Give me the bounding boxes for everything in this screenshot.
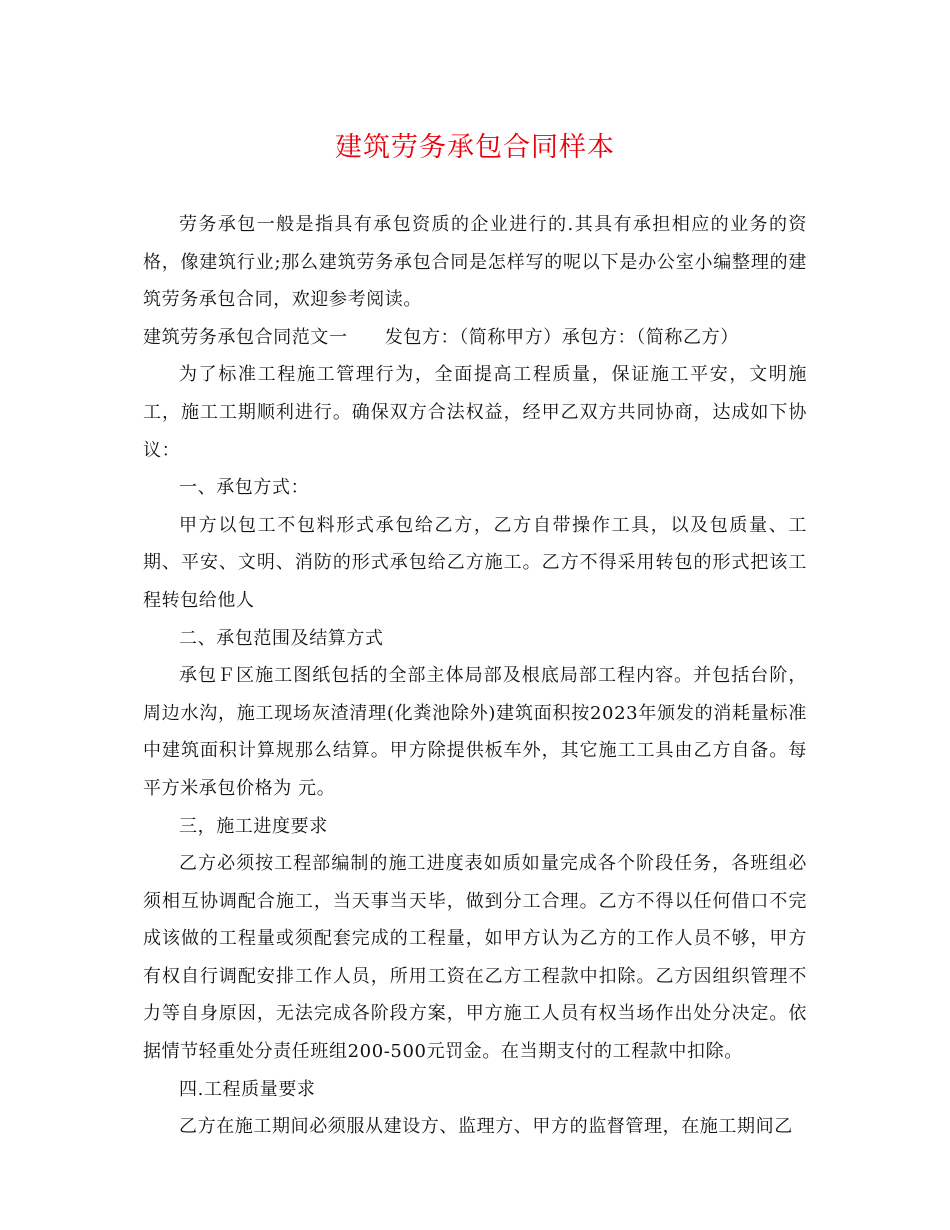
section-heading-1: 一、承包方式： (179, 477, 310, 499)
document-body (143, 206, 807, 1146)
section-1-paragraph: 甲方以包工不包料形式承包给乙方，乙方自带操作工具，以及包质量、工期、平安、文明、消防的形式承包给乙方施工。乙方不得采用转包的形式把该工程转包给他人 (143, 514, 807, 611)
section-3-paragraph: 乙方必须按工程部编制的施工进度表如质如量完成各个阶段任务，各班组必须相互协调配合施工，当天事当天毕，做到分工合理。乙方不得以任何借口不完成该做的工程量或须配套完成的工程量，如甲方认为乙方的工作人员不够，甲方有权自行调配安排工作人员，所用工资在乙方工程款中扣除。乙方因组织管理不力等自身原因，无法完成各阶段方案，甲方施工人员有权当场作出处分决定。依据情节轻重处分责任班组200-500元罚金。在当期支付的工程款中扣除。 (143, 853, 807, 1063)
section-heading-2: 二、承包范围及结算方式 (179, 627, 384, 649)
section-4-paragraph: 乙方在施工期间必须服从建设方、监理方、甲方的监督管理，在施工期间乙 (179, 1116, 793, 1138)
document-title: 建筑劳务承包合同样本 (335, 132, 615, 163)
intro-paragraph: 劳务承包一般是指具有承包资质的企业进行的.其具有承担相应的业务的资格，像建筑行业;那么建筑劳务承包合同是怎样写的呢以下是办公室小编整理的建筑劳务承包合同，欢迎参考阅读。 (143, 214, 807, 311)
contract-parties-line: 建筑劳务承包合同范文一 发包方：（简称甲方）承包方：（简称乙方） (143, 326, 739, 348)
section-2-paragraph: 承包Ｆ区施工图纸包括的全部主体局部及根底局部工程内容。并包括台阶，周边水沟，施工现场灰渣清理(化粪池除外)建筑面积按2023年颁发的消耗量标准中建筑面积计算规那么结算。甲方除提供板车外，其它施工工具由乙方自备。每平方米承包价格为 元。 (143, 665, 807, 799)
preamble-paragraph: 为了标准工程施工管理行为，全面提高工程质量，保证施工平安，文明施工，施工工期顺利进行。确保双方合法权益，经甲乙双方共同协商，达成如下协议： (143, 364, 807, 461)
section-heading-4: 四.工程质量要求 (179, 1078, 316, 1100)
section-heading-3: 三，施工进度要求 (179, 815, 328, 837)
